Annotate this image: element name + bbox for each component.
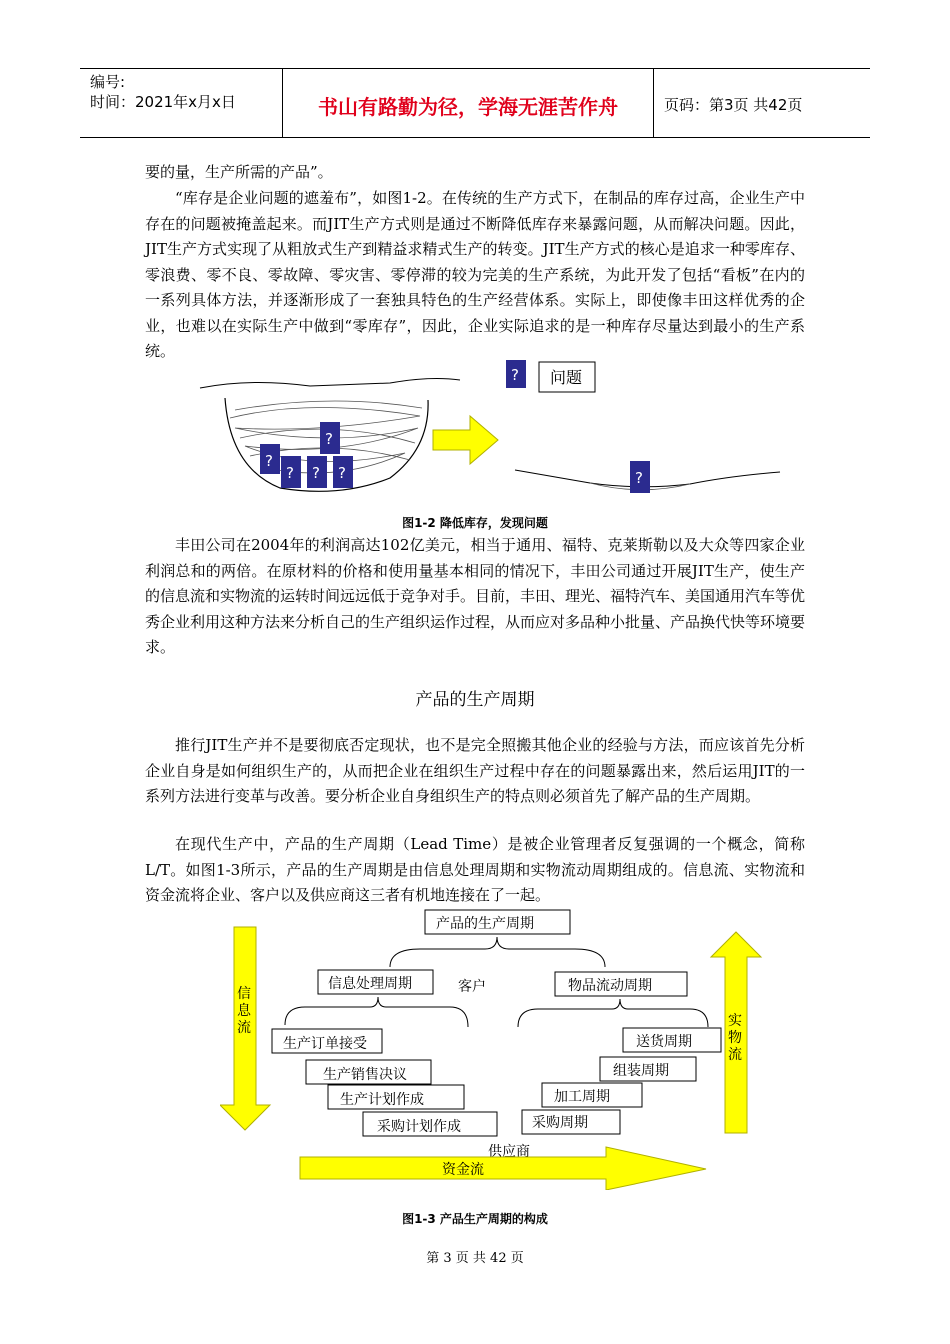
problem-label: 问题 (550, 368, 583, 387)
question-mark: ? (265, 452, 273, 470)
document-time-label: 时间：2021年x月x日 (90, 93, 236, 111)
section-heading: 产品的生产周期 (415, 690, 535, 710)
figure-1-2-caption: 图1-2 降低库存，发现问题 (402, 516, 548, 530)
paragraph-4: 推行JIT生产并不是要彻底否定现状，也不是完全照搬其他企业的经验与方法，而应该首先分析企业自身是如何组织生产的，从而把企业在组织生产过程中存在的问题暴露出来，然后运用JIT的一系列方法进行变革与改善。要分析企业自身组织生产的特点则必须首先了解产品的生产周期。 (145, 736, 805, 805)
material-flow-char: 实 (728, 1013, 742, 1029)
header-info-cell (80, 69, 283, 137)
material-cycle-label: 物品流动周期 (568, 978, 652, 994)
paragraph-1: 要的量，生产所需的产品”。 (145, 163, 333, 181)
info-flow-char: 信 (237, 986, 251, 1002)
info-cycle-label: 信息处理周期 (328, 976, 412, 992)
capital-flow-label: 资金流 (442, 1162, 484, 1178)
sales-decision-label: 生产销售决议 (323, 1067, 407, 1083)
paragraph-3: 丰田公司在2004年的利润高达102亿美元，相当于通用、福特、克莱斯勒以及大众等四家企业利润总和的两倍。在原材料的价格和使用量基本相同的情况下，丰田公司通过开展JIT生产，使生产的信息流和实物流的运转时间远远低于竞争对手。目前，丰田、理光、福特汽车、美国通用汽车等优秀企业利用这种方法来分析自己的生产组织运作过程，从而应对多品种小批量、产品换代快等环境要求。 (145, 536, 806, 656)
assembly-cycle-label: 组装周期 (613, 1063, 669, 1079)
page-header (80, 68, 870, 138)
supplier-label: 供应商 (488, 1144, 530, 1160)
paragraph-5: 在现代生产中，产品的生产周期（Lead Time）是被企业管理者反复强调的一个概念，简称L/T。如图1-3所示，产品的生产周期是由信息处理周期和实物流动周期组成的。信息流、实物流和资金流将企业、客户以及供应商这三者有机地连接在了一起。 (145, 835, 805, 904)
question-mark: ? (286, 464, 294, 482)
header-slogan-cell (283, 69, 654, 137)
left-brace (285, 997, 468, 1027)
delivery-cycle-label: 送货周期 (636, 1034, 692, 1050)
figure-inventory-diagram (190, 358, 790, 508)
info-flow-char: 流 (237, 1020, 251, 1036)
document-number-label: 编号: (90, 73, 126, 91)
top-brace (390, 937, 605, 967)
figure-lead-time-diagram (220, 905, 770, 1190)
header-page-cell (654, 69, 870, 137)
processing-cycle-label: 加工周期 (554, 1089, 610, 1105)
right-arrow (433, 416, 498, 464)
question-mark: ? (338, 464, 346, 482)
plan-making-label: 生产计划作成 (340, 1092, 424, 1108)
question-mark: ? (635, 469, 643, 487)
paragraph-2: “库存是企业问题的遮羞布”，如图1-2。在传统的生产方式下，在制品的库存过高，企业生产中存在的问题被掩盖起来。而JIT生产方式则是通过不断降低库存来暴露问题，从而解决问题。因此，JIT生产方式实现了从粗放式生产到精益求精式生产的转变。JIT生产方式的核心是追求一种零库存、零浪费、零不良、零故障、零灾害、零停滞的较为完美的生产系统，为此开发了包括“看板”在内的一系列具体方法，并逐渐形成了一套独具特色的生产经营体系。实际上，即使像丰田这样优秀的企业，也难以在实际生产中做到“零库存”，因此，企业实际追求的是一种库存尽量达到最小的生产系统。 (145, 189, 805, 360)
customer-label: 客户 (458, 979, 486, 995)
header-slogan: 书山有路勤为径，学海无涯苦作舟 (318, 95, 618, 119)
question-mark: ? (312, 464, 320, 482)
question-mark: ? (325, 430, 333, 448)
left-ground-line (200, 379, 460, 388)
figure-1-3-caption: 图1-3 产品生产周期的构成 (402, 1212, 548, 1226)
info-flow-char: 息 (237, 1003, 251, 1019)
order-receipt-label: 生产订单接受 (283, 1036, 367, 1052)
right-brace (518, 999, 708, 1027)
lead-time-label: 产品的生产周期 (436, 916, 534, 932)
material-flow-char: 流 (728, 1047, 742, 1063)
page-footer: 第 3 页 共 42 页 (426, 1251, 524, 1266)
purchase-cycle-label: 采购周期 (532, 1115, 588, 1131)
purchase-plan-label: 采购计划作成 (377, 1119, 461, 1135)
header-page-number: 页码：第3页 共42页 (664, 96, 803, 114)
material-flow-char: 物 (728, 1030, 742, 1046)
question-mark: ? (511, 366, 519, 384)
